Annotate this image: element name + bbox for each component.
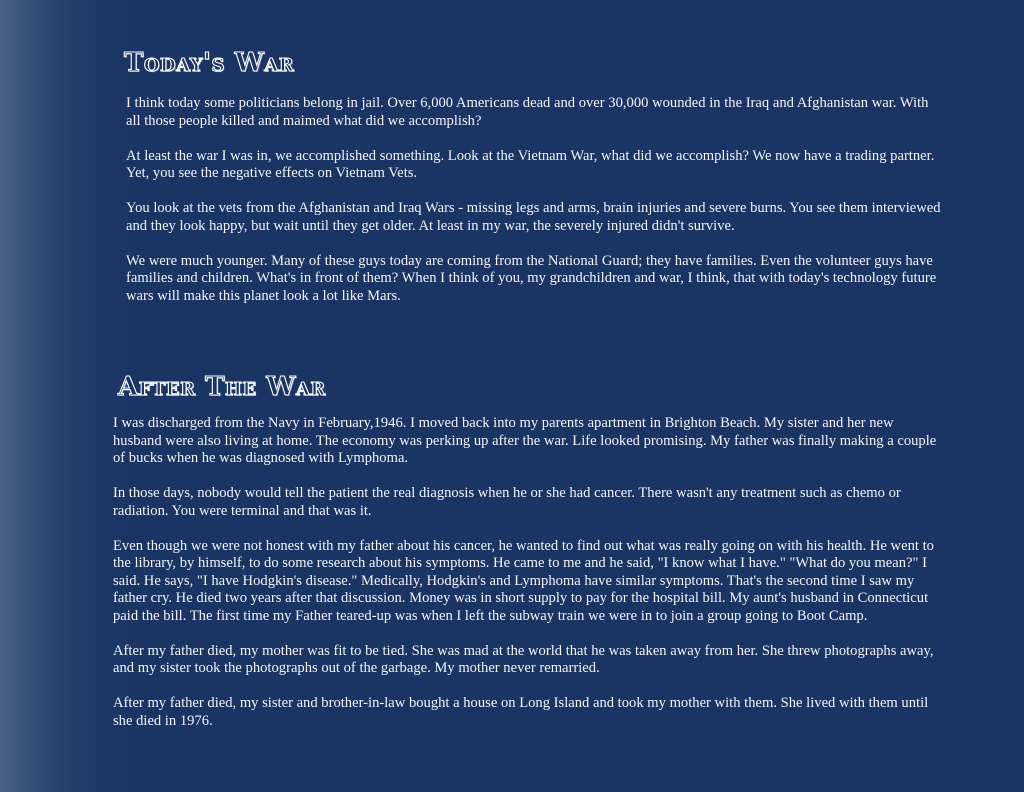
paragraph: In those days, nobody would tell the patient the real diagnosis when he or she had cancer. There wasn't any treatment such as chemo or radiation. You were terminal and that was it. (113, 485, 901, 519)
section-body-todays-war (126, 95, 946, 305)
paragraph: After my father died, my mother was fit to be tied. She was mad at the world that he was taken away from her. She threw photographs away, and my sister took the photographs out of the garbage. My mother never remarried. (113, 642, 934, 676)
paragraph: We were much younger. Many of these guys today are coming from the National Guard; they have families. Even the volunteer guys have families and children. What's in front of them? When I think of you, my grandchildren and war, I think, that with today's technology future wars will make this planet look a lot like Mars. (126, 252, 937, 304)
paragraph: At least the war I was in, we accomplished something. Look at the Vietnam War, what did we accomplish? We now have a trading partner. Yet, you see the negative effects on Vietnam Vets. (126, 147, 935, 181)
paragraph: I think today some politicians belong in jail. Over 6,000 Americans dead and over 30,000 wounded in the Iraq and Afghanistan war. With all those people killed and maimed what did we accomplish? (126, 95, 929, 129)
paragraph: After my father died, my sister and brother-in-law bought a house on Long Island and took my mother with them. She lived with them until she died in 1976. (113, 695, 929, 729)
section-body-after-the-war (113, 415, 943, 730)
paragraph: Even though we were not honest with my father about his cancer, he wanted to find out what was really going on with his health. He went to the library, by himself, to do some research about his symptoms. He came to me and he said, "I know what I have." "What do you mean?" I said. He says, "I have Hodgkin's disease." Medically, Hodgkin's and Lymphoma have similar symptoms. That's the second time I saw my father cry. He died two years after that discussion. Money was in short supply to pay for the hospital bill. My aunt's husband in Connecticut paid the bill. The first time my Father teared-up was when I left the subway train we were in to join a group going to Boot Camp. (113, 537, 934, 624)
paragraph: You look at the vets from the Afghanistan and Iraq Wars - missing legs and arms, brain injuries and severe burns. You see them interviewed and they look happy, but wait until they get older. At least in my war, the severely injured didn't survive. (126, 200, 941, 234)
paragraph: I was discharged from the Navy in February,1946. I moved back into my parents apartment in Brighton Beach. My sister and her new husband were also living at home. The economy was perking up after the war. Life looked promising. My father was finally making a couple of bucks when he was diagnosed with Lymphoma. (113, 415, 937, 466)
section-title-todays-war: Today's War (124, 48, 295, 78)
section-title-after-the-war: After The War (118, 372, 326, 402)
